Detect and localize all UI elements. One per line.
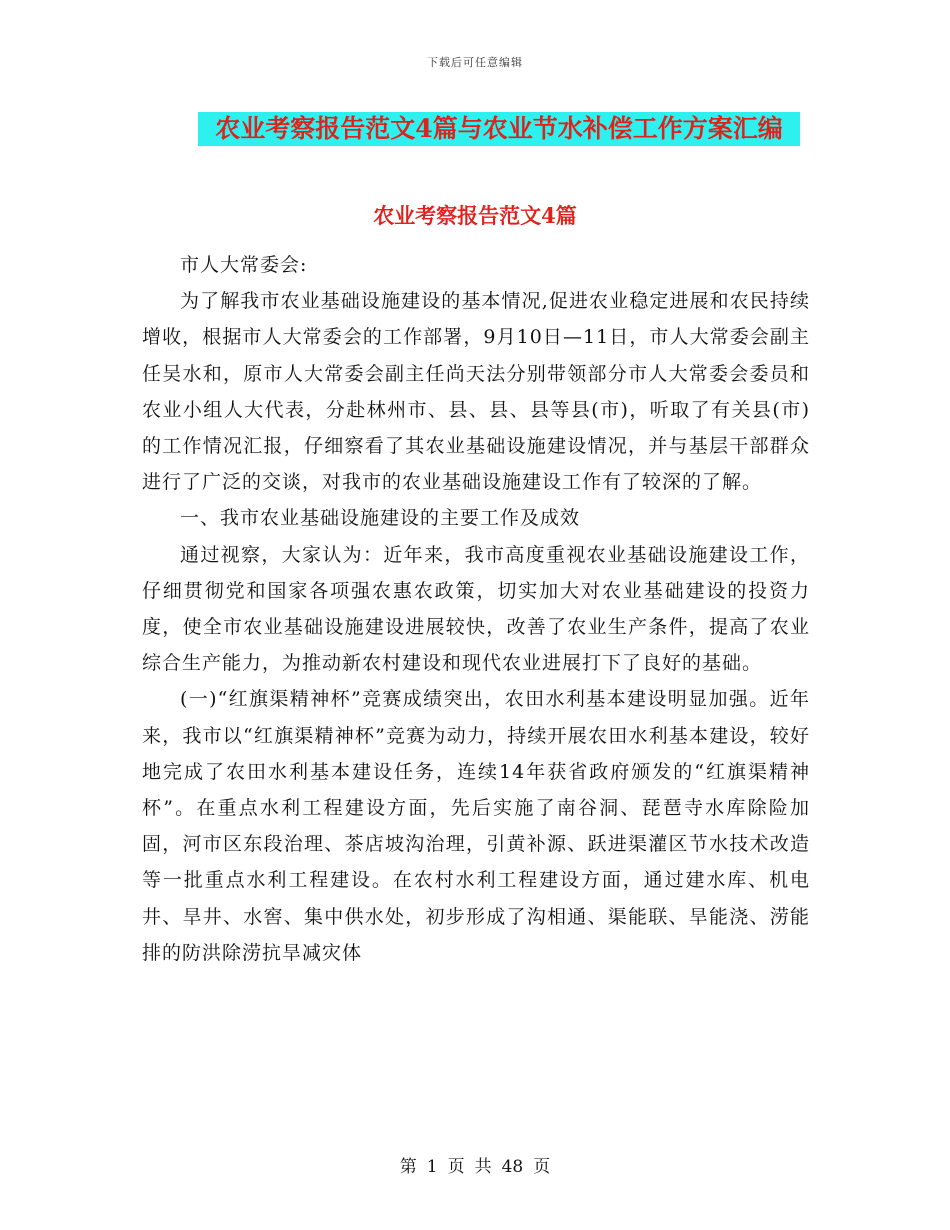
- total-pages: 48: [501, 1157, 524, 1177]
- document-body: [142, 247, 810, 971]
- paragraph-intro: 为了解我市农业基础设施建设的基本情况,促进农业稳定进展和农民持续增收，根据市人大常委会的工作部署，9月10日—11日，市人大常委会副主任吴水和，原市人大常委会副主任尚天法分别带领部分市人大常委会委员和农业小组人大代表，分赴林州市、县、县、县等县(市)，听取了有关县(市)的工作情况汇报，仔细察看了其农业基础设施建设情况，并与基层干部群众进行了广泛的交谈，对我市的农业基础设施建设工作有了较深的了解。: [142, 290, 810, 494]
- document-title: 农业考察报告范文4篇与农业节水补偿工作方案汇编: [198, 112, 800, 146]
- section-heading: 一、我市农业基础设施建设的主要工作及成效: [180, 507, 581, 530]
- header-note: 下载后可任意编辑: [427, 56, 523, 69]
- paragraph-salutation: 市人大常委会:: [180, 254, 308, 276]
- page-label-mid: 页: [447, 1157, 465, 1177]
- page-label-prefix: 第: [399, 1157, 417, 1177]
- page-label-suffix: 页: [533, 1157, 551, 1177]
- paragraph-overview: 通过视察，大家认为：近年来，我市高度重视农业基础设施建设工作，仔细贯彻党和国家各项强农惠农政策，切实加大对农业基础建设的投资力度，使全市农业基础设施建设进展较快，改善了农业生产条件，提高了农业综合生产能力，为推动新农村建设和现代农业进展打下了良好的基础。: [142, 543, 810, 675]
- total-label: 共: [474, 1157, 492, 1177]
- document-subtitle: 农业考察报告范文4篇: [373, 203, 577, 228]
- page-number: 1: [426, 1157, 438, 1177]
- paragraph-hongqiqu: (一)“红旗渠精神杯”竞赛成绩突出，农田水利基本建设明显加强。近年来，我市以“红旗渠精神杯”竞赛为动力，持续开展农田水利基本建设，较好地完成了农田水利基本建设任务，连续14年获省政府颁发的“红旗渠精神杯”。在重点水利工程建设方面，先后实施了南谷洞、琵琶寺水库除险加固，河市区东段治理、茶店坡沟治理，引黄补源、跃进渠灌区节水技术改造等一批重点水利工程建设。在农村水利工程建设方面，通过建水库、机电井、旱井、水窖、集中供水处，初步形成了沟相通、渠能联、旱能浇、涝能排的防洪除涝抗旱减灾体: [142, 688, 810, 964]
- page-footer: [0, 1152, 950, 1177]
